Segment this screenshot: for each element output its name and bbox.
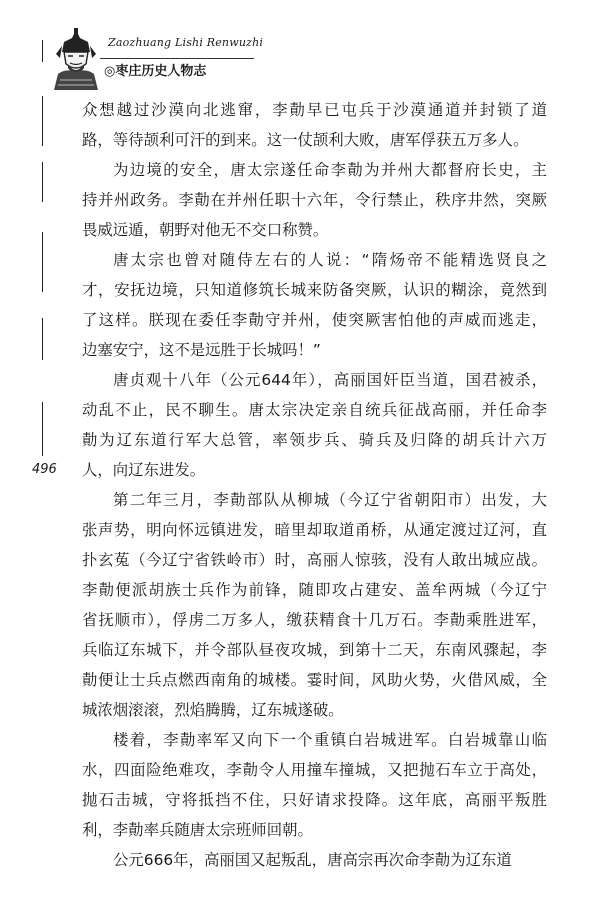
text-line: 动乱不止，民不聊生。唐太宗决定亲自统兵征战高丽，并任命李 (82, 401, 547, 419)
body-text (82, 95, 547, 875)
text-line: 为边境的安全，唐太宗遂任命李勣为并州大都督府长史，主 (113, 161, 547, 179)
text-line: 城浓烟滚滚，烈焰腾腾，辽东城遂破。 (82, 701, 344, 719)
text-line: 水，四面险绝难攻，李勣令人用撞车撞城，又把抛石车立于高处， (82, 761, 547, 779)
text-line: 第二年三月，李勣部队从柳城（今辽宁省朝阳市）出发，大 (113, 491, 547, 509)
text-line: 唐贞观十八年（公元644年），高丽国奸臣当道，国君被杀， (113, 371, 547, 389)
text-line: 省抚顺市），俘虏二万多人，缴获精食十几万石。李勣乘胜进军， (82, 611, 547, 629)
text-line: 畏威远遁，朝野对他无不交口称赞。 (82, 221, 329, 239)
text-line: 勣便让士兵点燃西南角的城楼。霎时间，风助火势，火借风威，全 (82, 671, 547, 689)
text-line: 楼着，李勣率军又向下一个重镇白岩城进军。白岩城靠山临 (113, 731, 547, 749)
text-line: 路，等待颉利可汗的到来。这一仗颉利大败，唐军俘获五万多人。 (82, 131, 529, 149)
page-number: 496 (32, 462, 57, 477)
margin-rule (42, 318, 43, 360)
text-line: 勣为辽东道行军大总管，率领步兵、骑兵及归降的胡兵计六万 (82, 431, 547, 449)
text-line: 人，向辽东进发。 (82, 461, 206, 479)
header-rule (100, 58, 254, 59)
margin-rule (42, 402, 43, 456)
margin-rule (42, 96, 43, 146)
text-line: 张声势，明向怀远镇进发，暗里却取道甬桥，从通定渡过辽河，直 (82, 521, 547, 539)
margin-rule-top (42, 40, 43, 62)
text-line: 李勣便派胡族士兵作为前锋，随即攻占建安、盖牟两城（今辽宁 (82, 581, 547, 599)
margin-rule (42, 162, 43, 202)
text-line: 众想越过沙漠向北逃窜，李勣早已屯兵于沙漠通道并封锁了道 (82, 101, 547, 119)
text-line: 持并州政务。李勣在并州任职十六年，令行禁止，秩序井然，突厥 (82, 191, 547, 209)
text-line: 唐太宗也曾对随侍左右的人说：“隋炀帝不能精选贤良之 (113, 251, 547, 269)
text-line: 扑玄菟（今辽宁省铁岭市）时，高丽人惊骇，没有人敢出城应战。 (82, 551, 547, 569)
text-line: 抛石击城，守将抵挡不住，只好请求投降。这年底，高丽平叛胜 (82, 791, 547, 809)
text-line: 公元666年，高丽国又起叛乱，唐高宗再次命李勣为辽东道 (113, 851, 512, 869)
text-line: 兵临辽东城下，并令部队昼夜攻城，到第十二天，东南风骤起，李 (82, 641, 547, 659)
text-line: 才，安抚边境，只知道修筑长城来防备突厥，认识的糊涂，竟然到 (82, 281, 547, 299)
text-line: 边塞安宁，这不是远胜于长城吗！” (82, 341, 321, 359)
margin-rule (42, 232, 43, 292)
text-line: 利，李勣率兵随唐太宗班师回朝。 (82, 821, 313, 839)
header-title-en: Zaozhuang Lishi Renwuzhi (108, 36, 264, 49)
text-line: 了这样。朕现在委任李勣守并州，使突厥害怕他的声威而逃走， (82, 311, 547, 329)
warrior-portrait-icon (50, 28, 102, 90)
header-title-zh: ◎枣庄历史人物志 (104, 64, 207, 79)
